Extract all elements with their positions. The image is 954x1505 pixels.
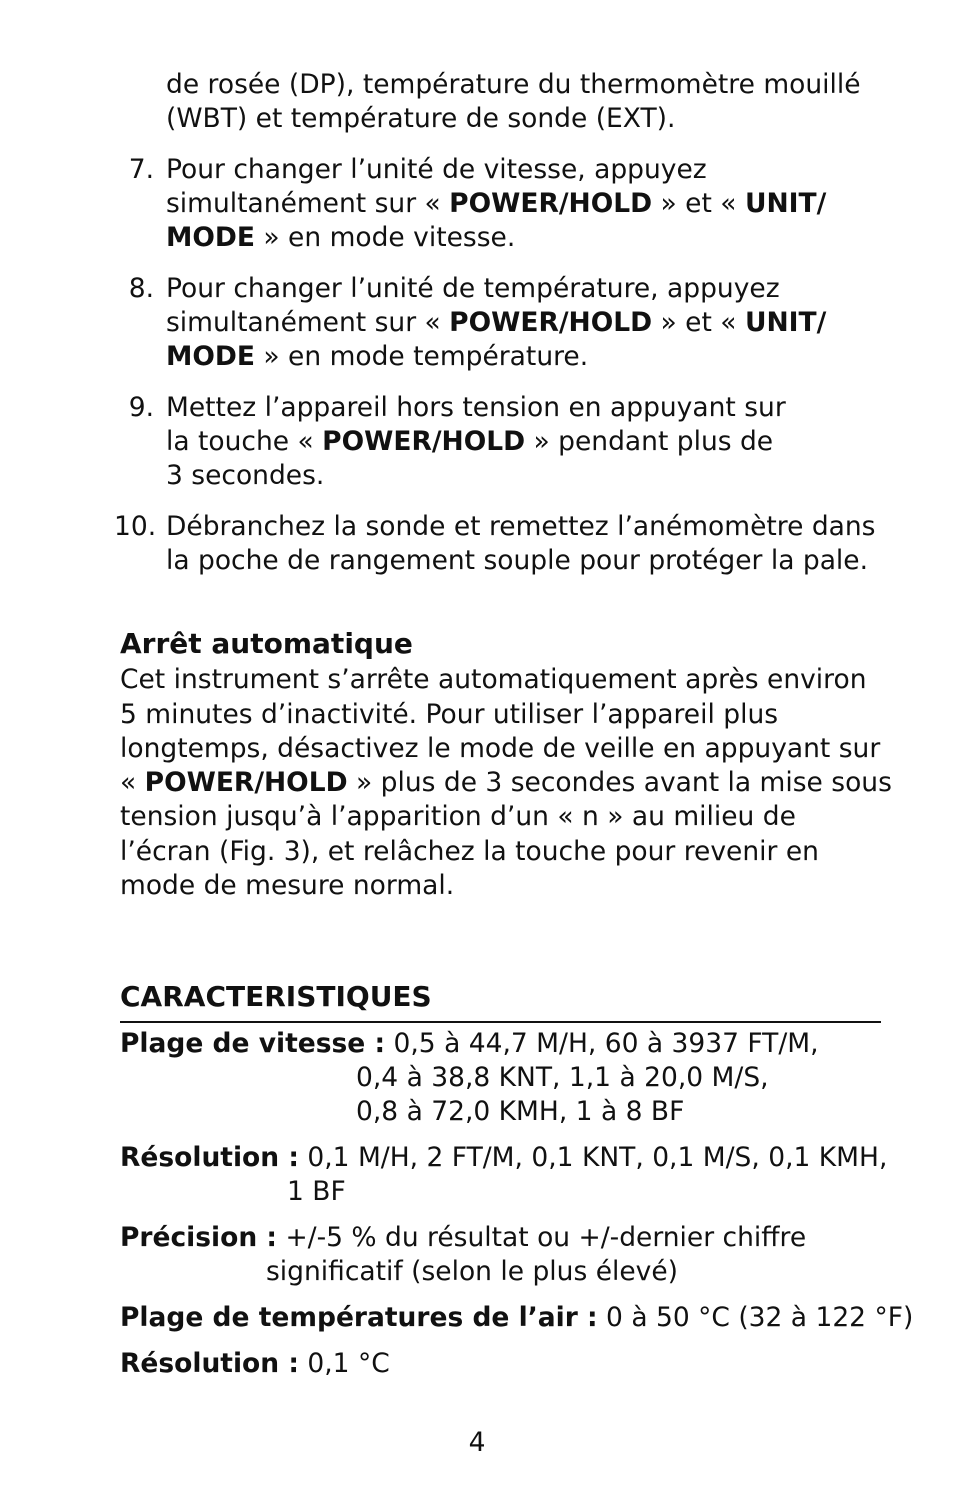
step-text: simultanément sur « POWER/HOLD » et « UNIT/ (166, 307, 827, 338)
auto-off-text: longtemps, désactivez le mode de veille en appuyant sur (120, 733, 881, 764)
step-text: Mettez l’appareil hors tension en appuyant sur (166, 392, 786, 423)
button-name: MODE (166, 222, 255, 253)
step-number: 7. (128, 154, 154, 185)
auto-off-heading: Arrêt automatique (120, 627, 413, 660)
spec-label: Précision : (120, 1222, 278, 1253)
auto-off-text: l’écran (Fig. 3), et relâchez la touche pour revenir en (120, 836, 819, 867)
step-number: 10. (114, 511, 157, 542)
step-text: 3 secondes. (166, 460, 325, 491)
spec-accuracy (120, 1221, 806, 1255)
specs-heading: CARACTERISTIQUES (120, 980, 432, 1013)
auto-off-text: tension jusqu’à l’apparition d’un « n » au milieu de (120, 801, 796, 832)
spec-value: 0,4 à 38,8 KNT, 1,1 à 20,0 M/S, (356, 1062, 769, 1093)
button-name: POWER/HOLD (449, 188, 653, 219)
auto-off-text: mode de mesure normal. (120, 870, 455, 901)
spec-speed-range (120, 1027, 819, 1061)
button-name: POWER/HOLD (449, 307, 653, 338)
spec-label: Résolution : (120, 1142, 299, 1173)
auto-off-text: Cet instrument s’arrête automatiquement après environ (120, 664, 867, 695)
spec-value: 0,8 à 72,0 KMH, 1 à 8 BF (356, 1096, 685, 1127)
step-text: Pour changer l’unité de vitesse, appuyez (166, 154, 707, 185)
page-number: 4 (468, 1427, 486, 1458)
spec-value: 1 BF (287, 1176, 346, 1207)
spec-label: Plage de températures de l’air : (120, 1302, 598, 1333)
spec-label: Résolution : (120, 1348, 299, 1379)
spec-value: 0,1 M/H, 2 FT/M, 0,1 KNT, 0,1 M/S, 0,1 KMH, (298, 1142, 888, 1173)
button-name: MODE (166, 341, 255, 372)
spec-value: significatif (selon le plus élevé) (266, 1256, 678, 1287)
step-text: Débranchez la sonde et remettez l’anémomètre dans (166, 511, 876, 542)
section-divider (120, 1021, 881, 1023)
spec-resolution-temp (120, 1347, 390, 1381)
step-number: 8. (128, 273, 154, 304)
step-text: simultanément sur « POWER/HOLD » et « UNIT/ (166, 188, 827, 219)
spec-value: 0,1 °C (298, 1348, 390, 1379)
step-text: la touche « POWER/HOLD » pendant plus de (166, 426, 774, 457)
button-name: UNIT/ (744, 188, 827, 219)
step-text: Pour changer l’unité de température, appuyez (166, 273, 780, 304)
spec-value: 0 à 50 °C (32 à 122 °F) (597, 1302, 914, 1333)
step-number: 9. (128, 392, 154, 423)
step-text: MODE » en mode vitesse. (166, 222, 516, 253)
button-name: UNIT/ (744, 307, 827, 338)
spec-air-temp-range (120, 1301, 913, 1335)
button-name: POWER/HOLD (322, 426, 526, 457)
continuation-line-2: (WBT) et température de sonde (EXT). (166, 103, 676, 134)
auto-off-text: 5 minutes d’inactivité. Pour utiliser l’appareil plus (120, 699, 779, 730)
auto-off-text: « POWER/HOLD » plus de 3 secondes avant la mise sous (120, 767, 892, 798)
button-name: POWER/HOLD (144, 767, 348, 798)
step-text: MODE » en mode température. (166, 341, 589, 372)
spec-value: 0,5 à 44,7 M/H, 60 à 3937 FT/M, (385, 1028, 819, 1059)
continuation-line-1: de rosée (DP), température du thermomètre mouillé (166, 69, 861, 100)
spec-label: Plage de vitesse : (120, 1028, 386, 1059)
spec-resolution-speed (120, 1141, 887, 1175)
step-text: la poche de rangement souple pour protéger la pale. (166, 545, 869, 576)
spec-value: +/-5 % du résultat ou +/-dernier chiffre (277, 1222, 807, 1253)
